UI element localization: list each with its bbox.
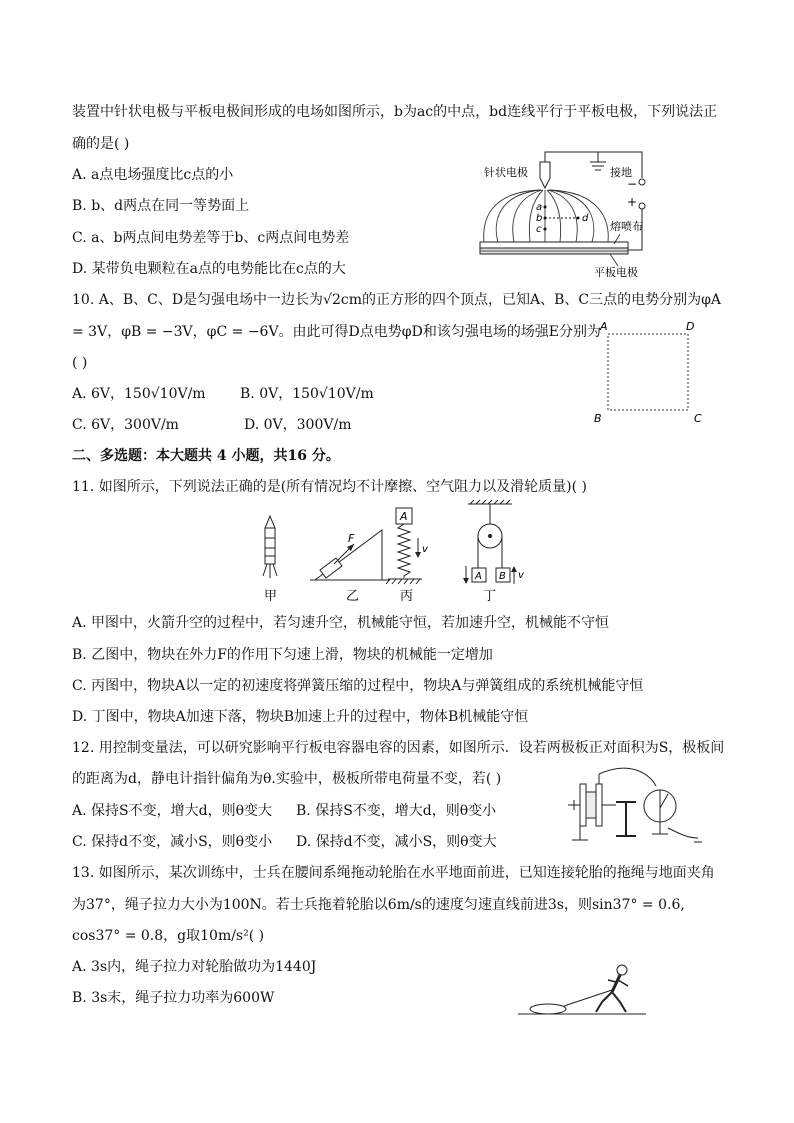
plate-electrode-label: 平板电极	[594, 266, 638, 279]
pulley-figure	[463, 500, 517, 584]
corner-d-label: D	[686, 320, 695, 333]
q13-stem-line3: cos37° = 0.8，g取10m/s²( )	[72, 928, 265, 944]
ground-label: 接地	[610, 166, 632, 179]
q12-option-c: C. 保持d不变，减小S，则θ变小	[72, 834, 273, 850]
q10-option-d: D. 0V，300V/m	[244, 417, 352, 433]
label-yi: 乙	[346, 589, 360, 604]
square-figure	[592, 318, 708, 426]
q9-stem-line1: 装置中针状电极与平板电极间形成的电场如图所示，b为ac的中点，bd连线平行于平板电极，下列说法正	[72, 104, 718, 120]
point-a-label: a	[536, 202, 543, 213]
q10-stem-line3: ( )	[72, 355, 88, 371]
q9-option-d: D. 某带负电颗粒在a点的电势能比在c点的大	[72, 261, 346, 277]
plus-sign: +	[627, 195, 638, 209]
q12-option-a: A. 保持S不变，增大d，则θ变大	[72, 803, 272, 819]
q11-option-a: A. 甲图中，火箭升空的过程中，若匀速升空，机械能守恒，若加速升空，机械能不守恒	[72, 615, 610, 631]
electrode-field-figure	[470, 148, 670, 280]
force-f-label: F	[348, 532, 355, 545]
label-bing: 丙	[400, 589, 414, 604]
q10-option-b: B. 0V，150√10V/m	[240, 386, 374, 402]
q10-option-c: C. 6V，300V/m	[72, 417, 179, 433]
q10-stem-line2: = 3V，φB = −3V，φC = −6V。由此可得D点电势φD和该匀强电场的场强E分别为	[72, 324, 602, 340]
label-jia: 甲	[264, 589, 278, 604]
corner-a-label: A	[600, 320, 608, 333]
q12-option-d: D. 保持d不变，减小S，则θ变大	[296, 834, 497, 850]
q9-option-a: A. a点电场强度比c点的小	[72, 167, 234, 183]
q13-stem-line2: 为37°，绳子拉力大小为100N。若士兵拖着轮胎以6m/s的速度匀速直线前进3s，则sin37° = 0.6,	[72, 897, 685, 913]
pulley-block-b-label: B	[499, 571, 506, 582]
minus-sign: −	[627, 177, 638, 191]
q12-stem-line1: 12. 用控制变量法，可以研究影响平行板电容器电容的因素，如图所示．设若两极板正对面积为S，极板间	[72, 740, 725, 756]
q9-option-c: C. a、b两点间电势差等于b、c两点间电势差	[72, 230, 350, 246]
corner-b-label: B	[594, 412, 602, 425]
rocket-figure	[263, 516, 277, 578]
q13-option-b: B. 3s末，绳子拉力功率为600W	[72, 990, 275, 1006]
q12-option-b: B. 保持S不变，增大d，则θ变小	[296, 803, 497, 819]
q11-option-d: D. 丁图中，物块A加速下落，物块B加速上升的过程中，物体B机械能守恒	[72, 709, 529, 725]
spring-v-label: v	[422, 544, 428, 555]
mechanics-figures	[250, 500, 550, 606]
q13-option-a: A. 3s内，绳子拉力对轮胎做功为1440J	[72, 959, 317, 975]
section-heading-multiple-choice: 二、多选题：本大题共 4 小题，共16 分。	[72, 448, 340, 464]
q9-stem-line2: 确的是( )	[72, 136, 130, 152]
q13-stem-line1: 13. 如图所示，某次训练中，士兵在腰间系绳拖动轮胎在水平地面前进，已知连接轮胎的拖绳与地面夹角	[72, 865, 715, 881]
q12-stem-line2: 的距离为d，静电计指针偏角为θ.实验中，极板所带电荷量不变，若( )	[72, 771, 502, 787]
point-b-label: b	[536, 213, 543, 224]
q11-option-b: B. 乙图中，物块在外力F的作用下匀速上滑，物块的机械能一定增加	[72, 647, 493, 663]
q10-stem-line1: 10. A、B、C、D是匀强电场中一边长为√2cm的正方形的四个顶点，已知A、B、C三点的电势分别为φA	[72, 292, 722, 308]
label-ding: 丁	[483, 589, 497, 604]
q9-option-b: B. b、d两点在同一等势面上	[72, 198, 250, 214]
spring-block-a-label: A	[400, 510, 408, 523]
q10-option-a: A. 6V，150√10V/m	[72, 386, 206, 402]
capacitor-electroscope-figure	[560, 764, 710, 848]
q11-stem: 11. 如图所示，下列说法正确的是(所有情况均不计摩擦、空气阻力以及滑轮质量)( )	[72, 479, 588, 495]
needle-electrode-label: 针状电极	[484, 166, 528, 179]
q11-option-c: C. 丙图中，物块A以一定的初速度将弹簧压缩的过程中，物块A与弹簧组成的系统机械能守恒	[72, 678, 644, 694]
point-c-label: c	[536, 224, 542, 235]
soldier-tire-figure	[516, 960, 656, 1018]
meltblown-cloth-label: 熔喷布	[610, 220, 643, 233]
pulley-v-label: v	[518, 570, 524, 581]
corner-c-label: C	[694, 412, 702, 425]
pulley-block-a-label: A	[475, 571, 482, 582]
point-d-label: d	[582, 213, 589, 224]
